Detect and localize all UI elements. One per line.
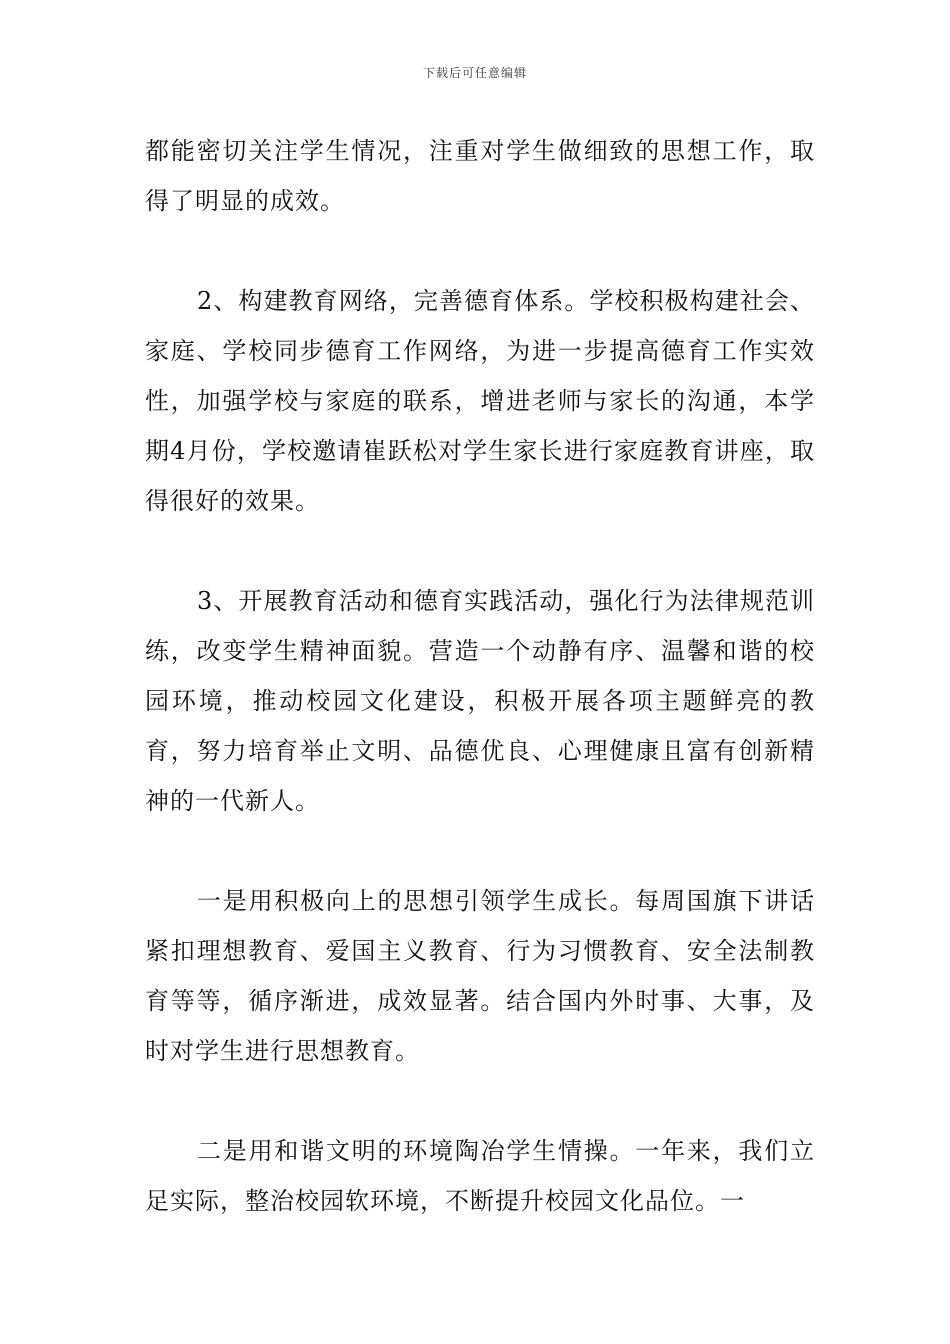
paragraph-4: 一是用积极向上的思想引领学生成长。每周国旗下讲话紧扣理想教育、爱国主义教育、行为习惯教育、安全法制教育等等，循序渐进，成效显著。结合国内外时事、大事，及时对学生进行思想教育。	[145, 887, 815, 1065]
paragraph-3: 3、开展教育活动和德育实践活动，强化行为法律规范训练，改变学生精神面貌。营造一个动静有序、温馨和谐的校园环境，推动校园文化建设，积极开展各项主题鲜亮的教育，努力培育举止文明、品德优良、心理健康且富有创新精神的一代新人。	[145, 587, 815, 815]
paragraph-2: 2、构建教育网络，完善德育体系。学校积极构建社会、家庭、学校同步德育工作网络，为进一步提高德育工作实效性，加强学校与家庭的联系，增进老师与家长的沟通，本学期4月份，学校邀请崔跃松对学生家长进行家庭教育讲座，取得很好的效果。	[145, 287, 815, 515]
document-body	[145, 126, 815, 1276]
page-header: 下载后可任意编辑	[422, 66, 527, 80]
paragraph-5: 二是用和谐文明的环境陶冶学生情操。一年来，我们立足实际，整治校园软环境，不断提升校园文化品位。一	[145, 1137, 815, 1215]
paragraph-1: 都能密切关注学生情况，注重对学生做细致的思想工作，取得了明显的成效。	[145, 137, 815, 215]
